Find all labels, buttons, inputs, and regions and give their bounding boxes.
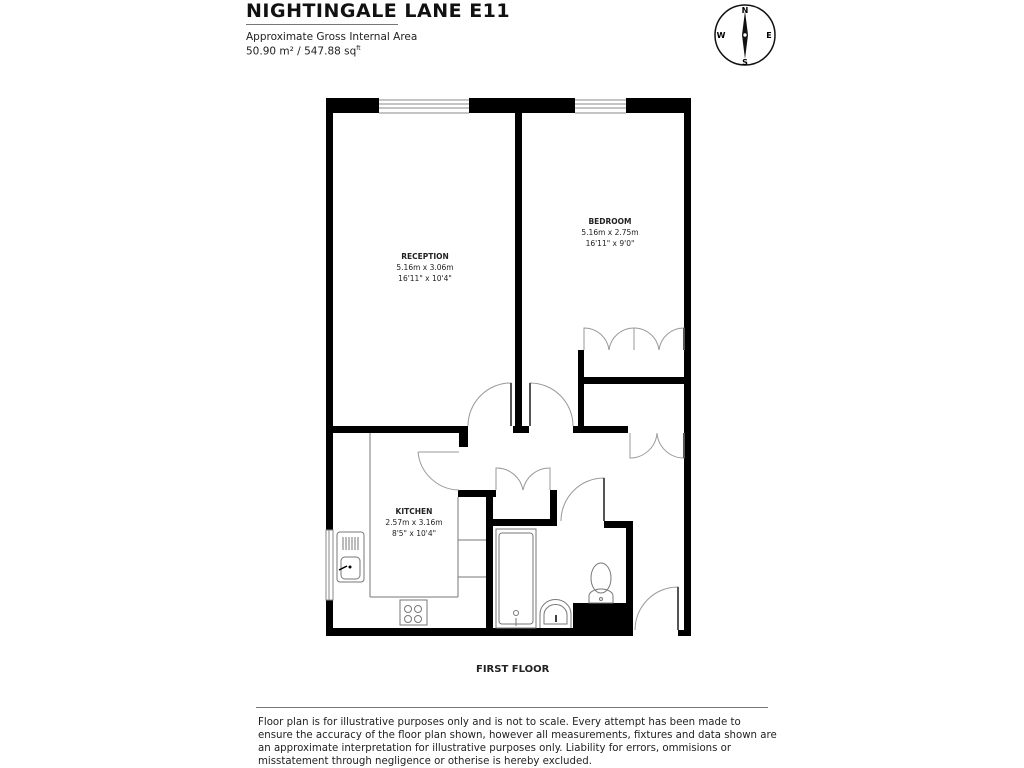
area-label: Approximate Gross Internal Area	[246, 31, 418, 43]
room-imperial: 16'11" x 10'4"	[398, 274, 452, 283]
walls	[326, 98, 691, 636]
door-leaves	[511, 328, 684, 630]
area-metric: 50.90 m²	[246, 45, 294, 58]
room-metric: 5.16m x 3.06m	[396, 263, 454, 272]
room-metric: 5.16m x 2.75m	[581, 228, 639, 237]
compass-north: N	[741, 6, 749, 15]
area-imperial-unit: ft	[356, 45, 361, 52]
room-metric: 2.57m x 3.16m	[385, 518, 443, 527]
area-imperial: 547.88 sq	[304, 45, 357, 58]
floor-label: FIRST FLOOR	[476, 664, 550, 675]
room-label-bedroom	[560, 216, 660, 249]
compass-south: S	[742, 58, 748, 67]
room-name: RECEPTION	[401, 252, 449, 261]
room-imperial: 8'5" x 10'4"	[391, 529, 437, 538]
footer-divider	[256, 707, 768, 708]
disclaimer-text: Floor plan is for illustrative purposes only and is not to scale. Every attempt has been made to ensure the accuracy of the floor plan shown, however all measurements, fixtures and data shown are an approximate interpretation for illustrative purposes only. Liability for errors, ommisions or misstatement through negligence or otherise is hereby excluded.	[258, 717, 777, 767]
property-title: NIGHTINGALE LANE E11	[246, 0, 511, 22]
room-name: BEDROOM	[588, 217, 632, 226]
room-label-kitchen	[370, 506, 458, 539]
room-label-reception	[380, 251, 470, 284]
area-separator: /	[293, 45, 305, 58]
room-imperial: 16'11" x 9'0"	[585, 239, 635, 248]
compass-east: E	[766, 31, 772, 40]
compass-west: W	[716, 31, 726, 40]
room-name: KITCHEN	[395, 507, 433, 516]
